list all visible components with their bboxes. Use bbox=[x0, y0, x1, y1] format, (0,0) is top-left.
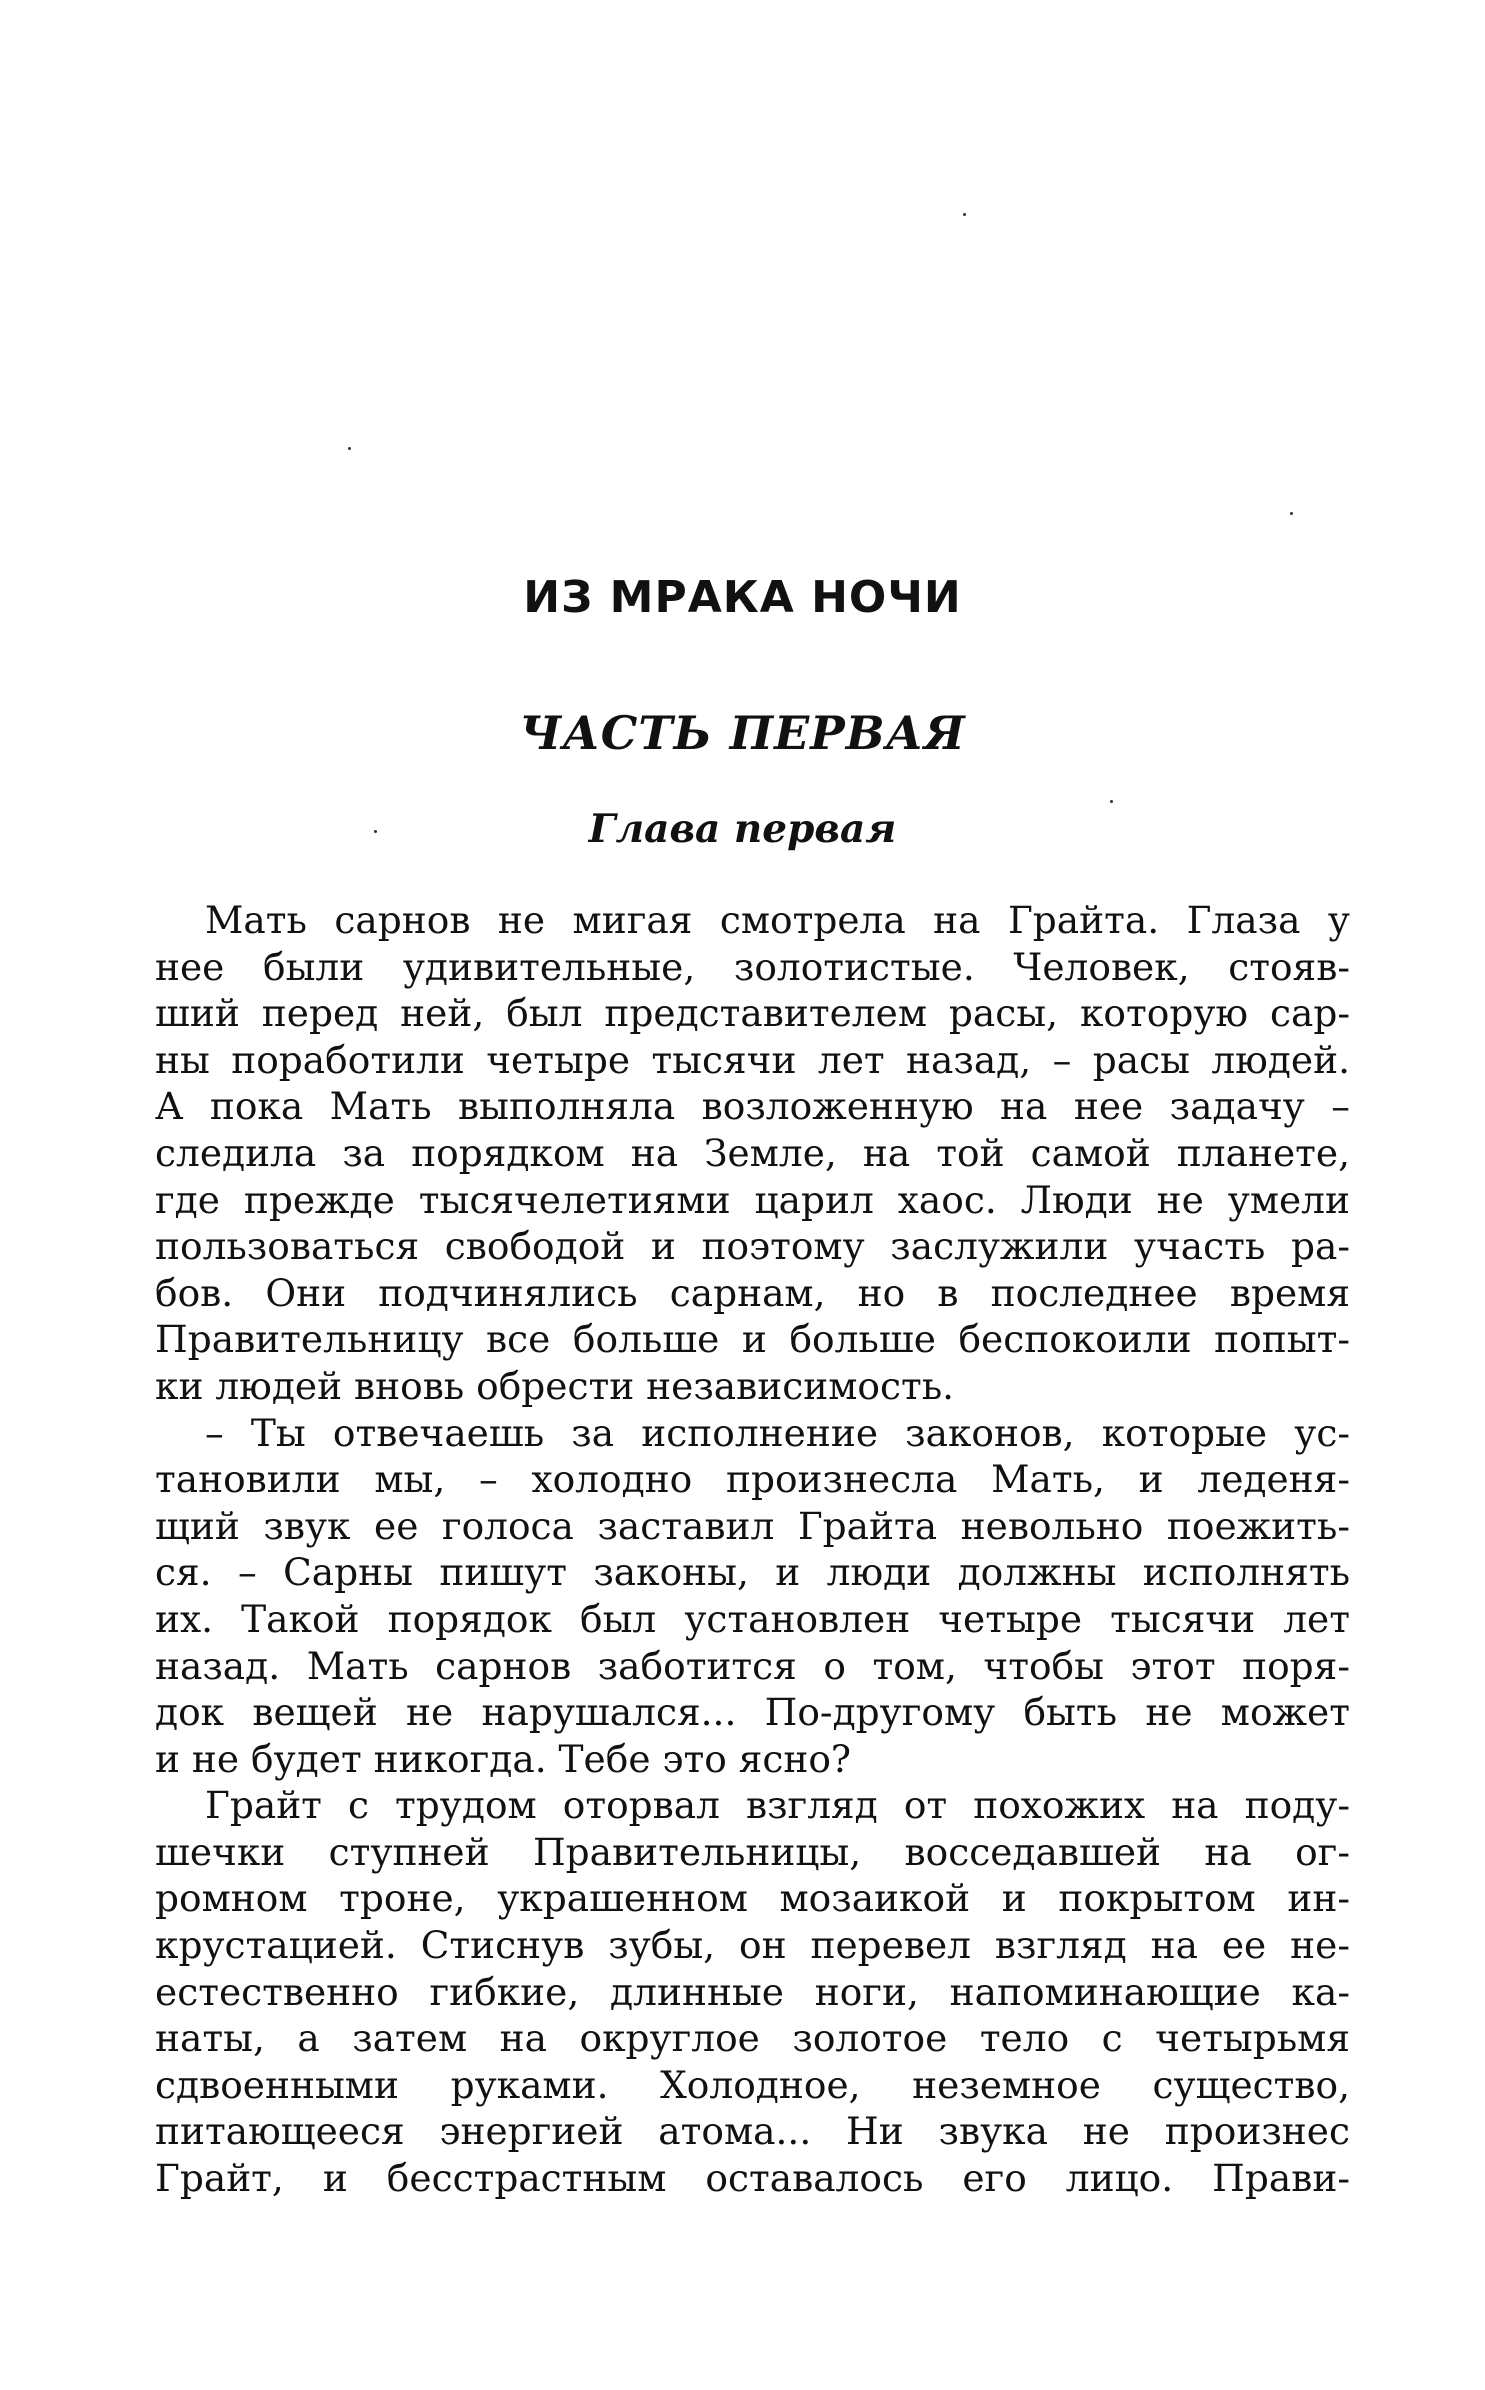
text-line: ромном троне, украшенном мозаикой и покрытом ин- bbox=[155, 1876, 1350, 1921]
text-line: Грайт, и бесстрастным оставалось его лицо. Прави- bbox=[155, 2156, 1350, 2201]
text-line: ся. – Сарны пишут законы, и люди должны исполнять bbox=[155, 1550, 1350, 1595]
text-line: тановили мы, – холодно произнесла Мать, и леденя- bbox=[155, 1457, 1350, 1502]
text-line: где прежде тысячелетиями царил хаос. Люди не умели bbox=[155, 1177, 1350, 1222]
text-line: нее были удивительные, золотистые. Человек, стояв- bbox=[155, 944, 1350, 989]
scan-speck bbox=[963, 213, 966, 216]
part-title: ЧАСТЬ ПЕРВАЯ bbox=[519, 706, 966, 760]
text-line: их. Такой порядок был установлен четыре тысячи лет bbox=[155, 1596, 1350, 1641]
text-line: естественно гибкие, длинные ноги, напоминающие ка- bbox=[155, 1969, 1350, 2014]
text-line: назад. Мать сарнов заботится о том, чтобы этот поря- bbox=[155, 1643, 1350, 1688]
text-line: наты, а затем на округлое золотое тело с четырьмя bbox=[155, 2016, 1350, 2061]
text-line: А пока Мать выполняла возложенную на нее задачу – bbox=[155, 1084, 1350, 1129]
scan-speck bbox=[374, 830, 377, 833]
book-title: ИЗ МРАКА НОЧИ bbox=[523, 572, 962, 623]
text-line: пользоваться свободой и поэтому заслужили участь ра- bbox=[155, 1224, 1350, 1269]
text-line: Грайт с трудом оторвал взгляд от похожих на поду- bbox=[205, 1783, 1350, 1828]
text-line: следила за порядком на Земле, на той самой планете, bbox=[155, 1130, 1350, 1175]
scan-speck bbox=[1110, 800, 1113, 803]
text-line: крустацией. Стиснув зубы, он перевел взгляд на ее не- bbox=[155, 1923, 1350, 1968]
text-line: щий звук ее голоса заставил Грайта невольно поежить- bbox=[155, 1503, 1350, 1548]
scan-speck bbox=[348, 447, 351, 450]
text-line: ки людей вновь обрести независимость. bbox=[155, 1363, 955, 1408]
text-line: шечки ступней Правительницы, восседавшей на ог- bbox=[155, 1829, 1350, 1874]
chapter-body-text bbox=[155, 897, 1350, 2202]
text-line: бов. Они подчинялись сарнам, но в последнее время bbox=[155, 1270, 1350, 1315]
text-line: Правительницу все больше и больше беспокоили попыт- bbox=[155, 1317, 1350, 1362]
text-line: Мать сарнов не мигая смотрела на Грайта. Глаза у bbox=[205, 898, 1350, 942]
text-line: и не будет никогда. Тебе это ясно? bbox=[155, 1736, 852, 1781]
text-line: ны поработили четыре тысячи лет назад, – расы людей. bbox=[155, 1037, 1350, 1082]
text-line: док вещей не нарушался... По-другому быть не может bbox=[155, 1690, 1350, 1735]
chapter-title: Глава первая bbox=[588, 806, 897, 852]
text-line: – Ты отвечаешь за исполнение законов, которые ус- bbox=[205, 1410, 1350, 1455]
scan-speck bbox=[1290, 512, 1293, 515]
text-line: сдвоенными руками. Холодное, неземное существо, bbox=[155, 2062, 1350, 2107]
text-line: питающееся энергией атома... Ни звука не произнес bbox=[155, 2109, 1350, 2154]
text-line: ший перед ней, был представителем расы, которую сар- bbox=[155, 991, 1350, 1036]
